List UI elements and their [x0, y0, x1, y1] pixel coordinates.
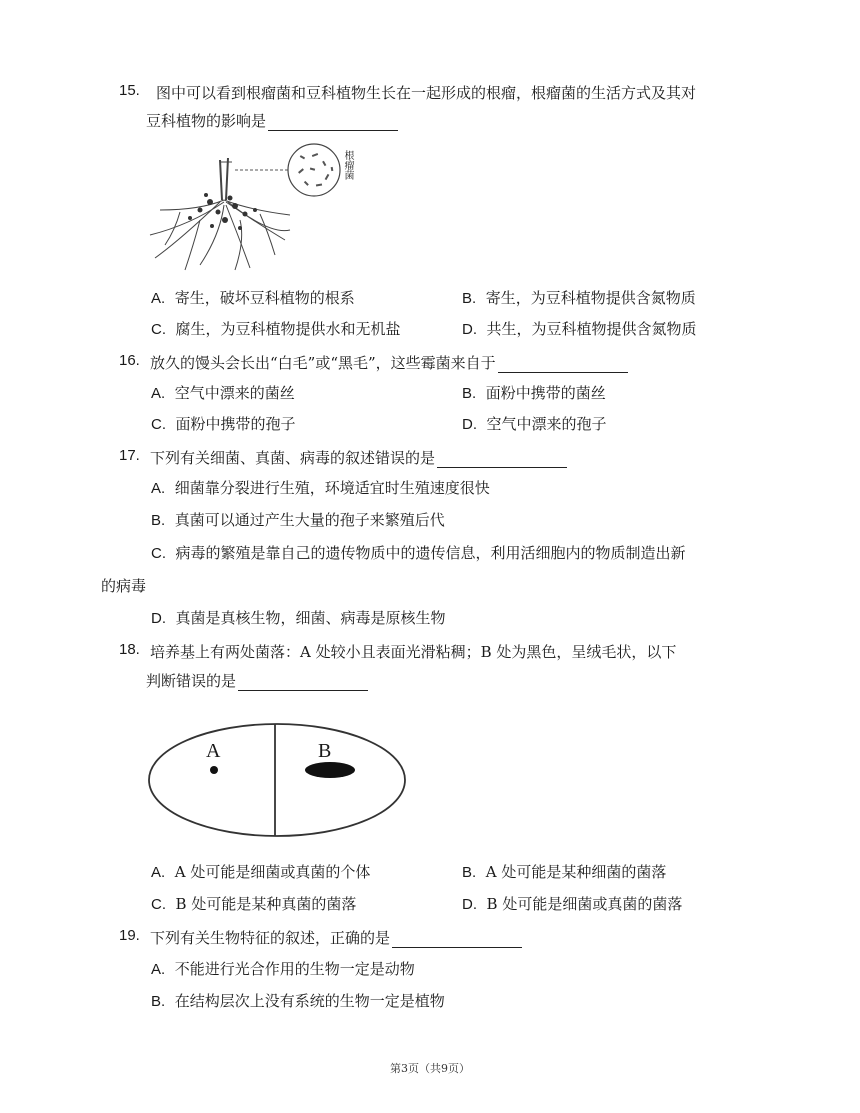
culture-dish-figure — [145, 720, 410, 840]
q17-option-c[interactable]: C. 病毒的繁殖是靠自己的遗传物质中的遗传信息，利用活细胞内的物质制造出新 — [151, 544, 686, 562]
q16-number: 16. — [119, 352, 140, 369]
q16-option-c[interactable]: C. 面粉中携带的孢子 — [151, 415, 296, 433]
answer-blank[interactable] — [238, 674, 368, 691]
q16-option-a[interactable]: A. 空气中漂来的菌丝 — [151, 384, 295, 402]
q15-number: 15. — [119, 82, 140, 99]
q17-option-b[interactable]: B. 真菌可以通过产生大量的孢子来繁殖后代 — [151, 511, 445, 529]
root-nodule-figure — [140, 140, 370, 275]
q17-number: 17. — [119, 447, 140, 464]
q15-stem-line2: 豆科植物的影响是 — [146, 110, 398, 131]
q15-option-a[interactable]: A. 寄生，破坏豆科植物的根系 — [151, 289, 355, 307]
q18-stem-line1: 培养基上有两处菌落：A 处较小且表面光滑粘稠；B 处为黑色，呈绒毛状，以下 — [150, 643, 677, 661]
q15-stem-line1: 图中可以看到根瘤菌和豆科植物生长在一起形成的根瘤，根瘤菌的生活方式及其对 — [156, 84, 697, 102]
q18-option-c[interactable]: C. B 处可能是某种真菌的菌落 — [151, 895, 357, 913]
q19-option-b[interactable]: B. 在结构层次上没有系统的生物一定是植物 — [151, 992, 445, 1010]
q16-stem: 放久的馒头会长出“白毛”或“黑毛”，这些霉菌来自于 — [150, 352, 628, 373]
root-nodule-label: 根瘤菌 — [342, 150, 353, 180]
q15-option-b[interactable]: B. 寄生，为豆科植物提供含氮物质 — [462, 289, 696, 307]
q17-option-c-continued: 的病毒 — [101, 577, 147, 595]
q18-number: 18. — [119, 641, 140, 658]
q17-option-a[interactable]: A. 细菌靠分裂进行生殖，环境适宜时生殖速度很快 — [151, 479, 490, 497]
q18-option-d[interactable]: D. B 处可能是细菌或真菌的菌落 — [462, 895, 683, 913]
colony-b-label: B — [318, 740, 332, 762]
q17-stem: 下列有关细菌、真菌、病毒的叙述错误的是 — [150, 447, 567, 468]
answer-blank[interactable] — [437, 451, 567, 468]
answer-blank[interactable] — [268, 114, 398, 131]
q16-option-d[interactable]: D. 空气中漂来的孢子 — [462, 415, 607, 433]
answer-blank[interactable] — [498, 356, 628, 373]
q15-option-c[interactable]: C. 腐生，为豆科植物提供水和无机盐 — [151, 320, 401, 338]
q18-option-a[interactable]: A. A 处可能是细菌或真菌的个体 — [151, 863, 371, 881]
colony-b-blob — [305, 762, 355, 778]
q18-stem-line2: 判断错误的是 — [146, 670, 368, 691]
q19-number: 19. — [119, 927, 140, 944]
q17-option-d[interactable]: D. 真菌是真核生物，细菌、病毒是原核生物 — [151, 609, 446, 627]
page-footer: 第3页（共9页） — [390, 1062, 470, 1075]
q19-stem: 下列有关生物特征的叙述，正确的是 — [150, 927, 522, 948]
q15-option-d[interactable]: D. 共生，为豆科植物提供含氮物质 — [462, 320, 697, 338]
colony-a-label: A — [206, 740, 221, 762]
q19-option-a[interactable]: A. 不能进行光合作用的生物一定是动物 — [151, 960, 415, 978]
q18-option-b[interactable]: B. A 处可能是某种细菌的菌落 — [462, 863, 667, 881]
answer-blank[interactable] — [392, 931, 522, 948]
q16-option-b[interactable]: B. 面粉中携带的菌丝 — [462, 384, 606, 402]
colony-a-dot — [210, 766, 218, 774]
